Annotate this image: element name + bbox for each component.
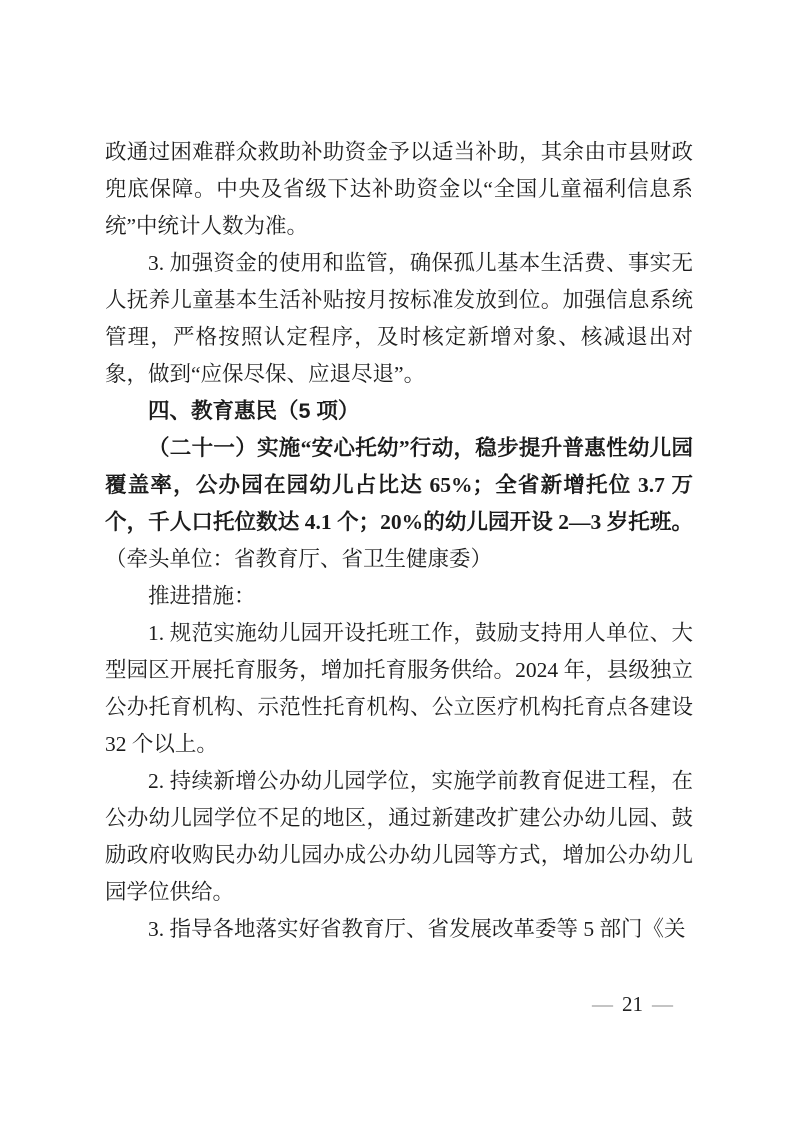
paragraph-measure-2-kindergarten-seats: 2. 持续新增公办幼儿园学位，实施学前教育促进工程，在公办幼儿园学位不足的地区，通过新建改扩建公办幼儿园、鼓励政府收购民办幼儿园办成公办幼儿园等方式，增加公办幼儿园学位供给。 bbox=[105, 769, 693, 904]
paragraph-continuation: 政通过困难群众救助补助资金予以适当补助，其余由市县财政兜底保障。中央及省级下达补助资金以“全国儿童福利信息系统”中统计人数为准。 bbox=[105, 140, 693, 238]
paragraph-measure-1-childcare-classes: 1. 规范实施幼儿园开设托班工作，鼓励支持用人单位、大型园区开展托育服务，增加托育服务供给。2024 年，县级独立公办托育机构、示范性托育机构、公立医疗机构托育点各建设 32 个以上。 bbox=[105, 621, 693, 756]
footer-dash-right: — bbox=[652, 992, 673, 1016]
measures-label: 推进措施： bbox=[148, 584, 256, 608]
page-number: 21 bbox=[622, 992, 643, 1016]
paragraph-item-3-funds-supervision: 3. 加强资金的使用和监管，确保孤儿基本生活费、事实无人抚养儿童基本生活补贴按月按标准发放到位。加强信息系统管理，严格按照认定程序，及时核定新增对象、核减退出对象，做到“应保尽保、应退尽退”。 bbox=[105, 251, 693, 386]
section-heading-education-benefits: 四、教育惠民（5 项） bbox=[148, 399, 360, 423]
measure-21-lead-unit: （牵头单位：省教育厅、省卫生健康委） bbox=[105, 547, 493, 571]
footer-dash-left: — bbox=[592, 992, 613, 1016]
measure-21-statement-text: （二十一）实施“安心托幼”行动，稳步提升普惠性幼儿园覆盖率，公办园在园幼儿占比达 65%；全省新增托位 3.7 万个，千人口托位数达 4.1 个；20%的幼儿园开设 2—3 岁托班。 bbox=[105, 436, 693, 534]
paragraph-measure-3-partial: 3. 指导各地落实好省教育厅、省发展改革委等 5 部门《关 bbox=[148, 917, 686, 941]
page-footer bbox=[592, 993, 673, 1015]
paragraph-measure-21 bbox=[105, 430, 693, 578]
document-body bbox=[105, 134, 693, 948]
